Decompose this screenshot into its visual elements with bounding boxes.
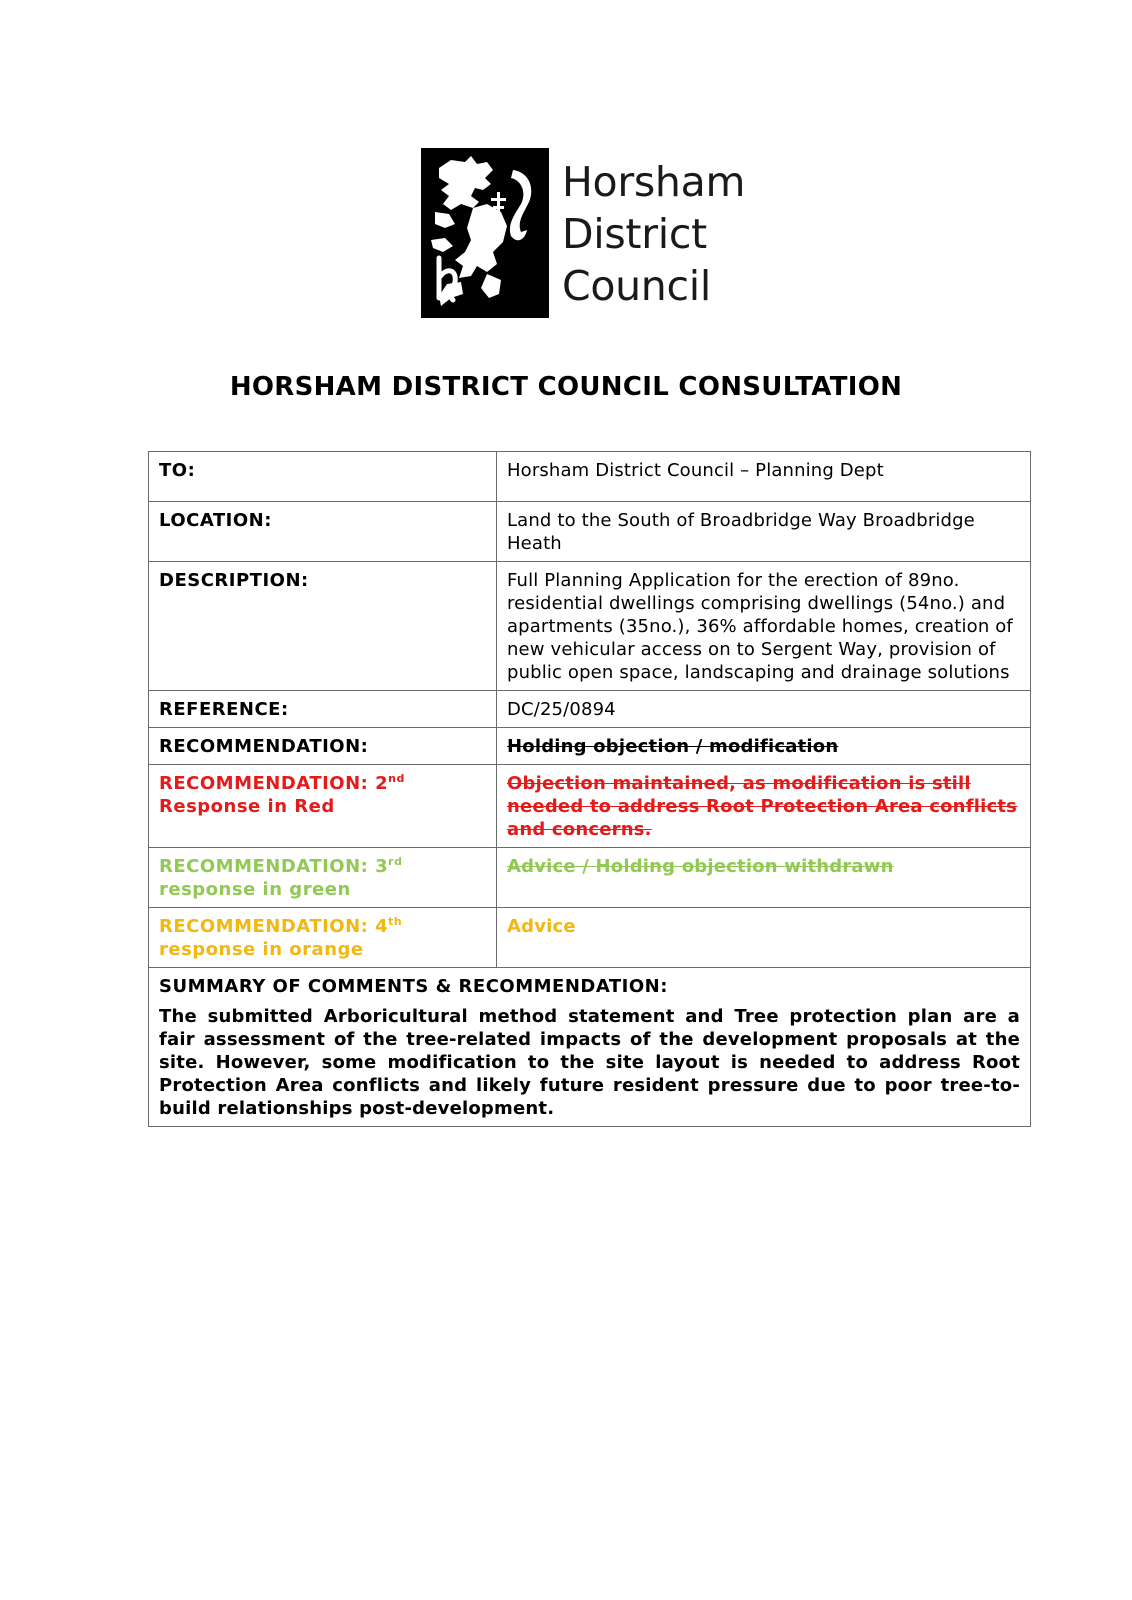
recommendation-3-value [497, 848, 1031, 908]
recommendation-2-value-text: Objection maintained, as modification is still needed to address Root Protection Area conflicts and concerns. [507, 773, 1018, 840]
recommendation-4-label-sup: th [388, 915, 403, 928]
recommendation-value-text: Holding objection / modification [507, 736, 839, 757]
recommendation-3-label [149, 848, 497, 908]
reference-value: DC/25/0894 [497, 691, 1031, 728]
row-recommendation-4 [149, 908, 1031, 968]
recommendation-3-label-prefix: RECOMMENDATION: 3 [159, 856, 389, 877]
recommendation-2-label-prefix: RECOMMENDATION: 2 [159, 773, 389, 794]
logo-line-2: District [562, 210, 707, 258]
reference-label: REFERENCE: [149, 691, 497, 728]
page-title: HORSHAM DISTRICT COUNCIL CONSULTATION [229, 372, 903, 402]
row-recommendation [149, 728, 1031, 765]
recommendation-3-label-sup: rd [388, 855, 403, 868]
council-logo [421, 148, 751, 318]
summary-cell [149, 968, 1031, 1127]
row-recommendation-2 [149, 765, 1031, 848]
consultation-table [148, 451, 1031, 1127]
council-logo-text [562, 156, 745, 312]
location-value: Land to the South of Broadbridge Way Broadbridge Heath [497, 502, 1031, 562]
row-summary [149, 968, 1031, 1127]
summary-body: The submitted Arboricultural method statement and Tree protection plan are a fair assessment of the tree-related impacts of the development proposals at the site. However, some modification to the site layout is needed to address Root Protection Area conflicts and likely future resident pressure due to poor tree-to-build relationships post-development. [159, 1006, 1020, 1119]
description-label: DESCRIPTION: [149, 562, 497, 691]
recommendation-2-label-sup: nd [388, 772, 405, 785]
recommendation-value [497, 728, 1031, 765]
logo-line-3: Council [562, 262, 711, 310]
row-location [149, 502, 1031, 562]
recommendation-label: RECOMMENDATION: [149, 728, 497, 765]
to-value: Horsham District Council – Planning Dept [497, 452, 1031, 502]
recommendation-3-value-text: Advice / Holding objection withdrawn [507, 856, 894, 877]
logo-line-1: Horsham [562, 158, 746, 206]
lion-rampant-crest-icon [421, 148, 549, 318]
summary-heading: SUMMARY OF COMMENTS & RECOMMENDATION: [159, 976, 668, 997]
recommendation-4-label-suffix: response in orange [159, 939, 364, 960]
recommendation-2-label [149, 765, 497, 848]
row-reference [149, 691, 1031, 728]
recommendation-4-value [497, 908, 1031, 968]
recommendation-3-label-suffix: response in green [159, 879, 351, 900]
row-description [149, 562, 1031, 691]
to-label: TO: [149, 452, 497, 502]
recommendation-4-label-prefix: RECOMMENDATION: 4 [159, 916, 389, 937]
recommendation-2-label-suffix: Response in Red [159, 796, 335, 817]
recommendation-4-value-text: Advice [507, 916, 576, 937]
row-to [149, 452, 1031, 502]
location-label: LOCATION: [149, 502, 497, 562]
recommendation-4-label [149, 908, 497, 968]
recommendation-2-value [497, 765, 1031, 848]
description-value: Full Planning Application for the erection of 89no. residential dwellings comprising dwellings (54no.) and apartments (35no.), 36% affordable homes, creation of new vehicular access on to Sergent Way, provision of public open space, landscaping and drainage solutions [497, 562, 1031, 691]
row-recommendation-3 [149, 848, 1031, 908]
